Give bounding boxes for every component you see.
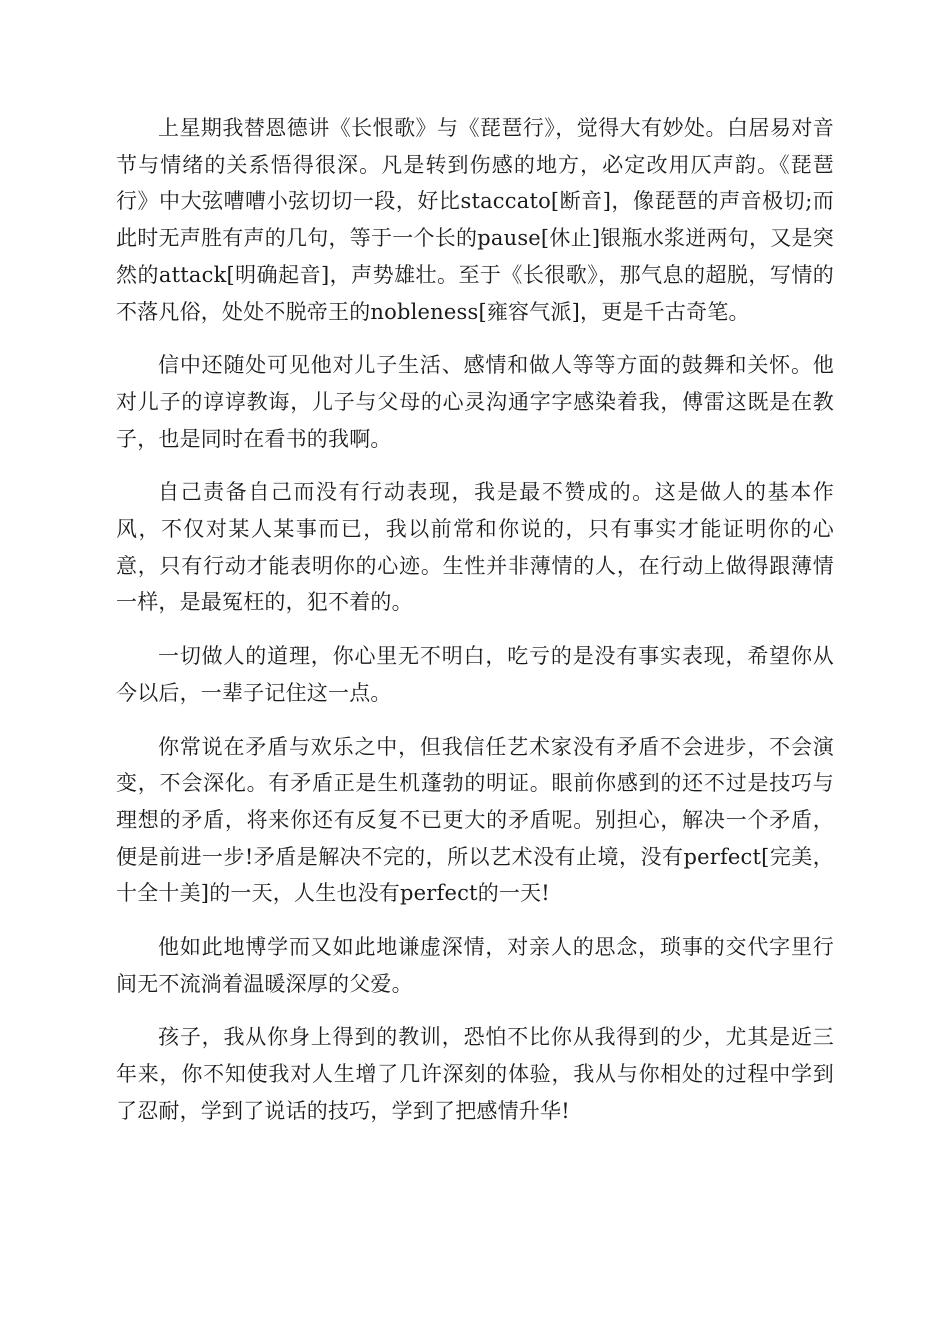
paragraph-1: 上星期我替恩德讲《长恨歌》与《琵琶行》，觉得大有妙处。白居易对音节与情绪的关系悟得很深。凡是转到伤感的地方，必定改用仄声韵。《琵琶行》中大弦嘈嘈小弦切切一段，好比staccato[断音]，像琵琶的声音极切;而此时无声胜有声的几句，等于一个长的pause[休止]银瓶水浆迸两句，又是突然的attack[明确起音]，声势雄壮。至于《长很歌》，那气息的超脱，写情的不落凡俗，处处不脱帝王的nobleness[雍容气派]，更是千古奇笔。 (116, 116, 834, 324)
paragraph-5: 你常说在矛盾与欢乐之中，但我信任艺术家没有矛盾不会进步，不会演变，不会深化。有矛盾正是生机蓬勃的明证。眼前你感到的还不过是技巧与理想的矛盾，将来你还有反复不已更大的矛盾呢。别担心，解决一个矛盾，便是前进一步!矛盾是解决不完的，所以艺术没有止境，没有perfect[完美，十全十美]的一天，人生也没有perfect的一天! (116, 734, 834, 906)
paragraph-3: 自己责备自己而没有行动表现，我是最不赞成的。这是做人的基本作风，不仅对某人某事而已，我以前常和你说的，只有事实才能证明你的心意，只有行动才能表明你的心迹。生性并非薄情的人，在行动上做得跟薄情一样，是最冤枉的，犯不着的。 (116, 480, 834, 615)
paragraph-4: 一切做人的道理，你心里无不明白，吃亏的是没有事实表现，希望你从今以后，一辈子记住这一点。 (116, 644, 834, 705)
document-page (116, 110, 834, 1147)
paragraph-2: 信中还随处可见他对儿子生活、感情和做人等等方面的鼓舞和关怀。他对儿子的谆谆教诲，儿子与父母的心灵沟通字字感染着我，傅雷这既是在教子，也是同时在看书的我啊。 (116, 353, 834, 451)
paragraph-6: 他如此地博学而又如此地谦虚深情，对亲人的思念，琐事的交代字里行间无不流淌着温暖深厚的父爱。 (116, 935, 834, 996)
paragraph-7: 孩子，我从你身上得到的教训，恐怕不比你从我得到的少，尤其是近三年来，你不知使我对人生增了几许深刻的体验，我从与你相处的过程中学到了忍耐，学到了说话的技巧，学到了把感情升华! (116, 1025, 834, 1123)
